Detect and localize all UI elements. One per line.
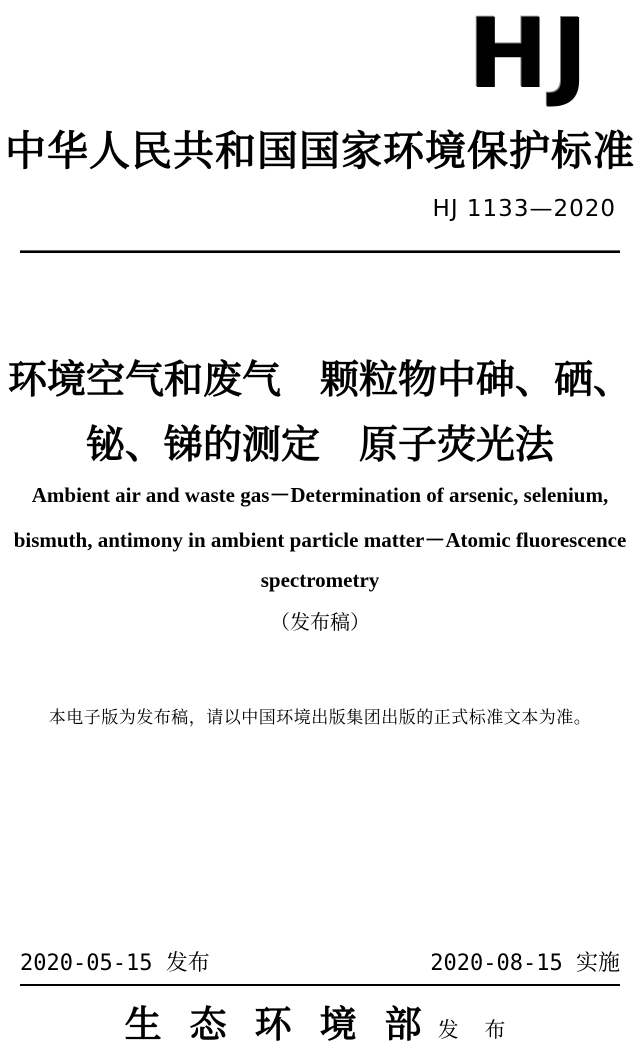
cn-title-line2: 铋、锑的测定 原子荧光法 bbox=[85, 424, 554, 467]
national-standard-header: 中华人民共和国国家环境保护标准 bbox=[5, 128, 635, 174]
en-title-line2: bismuth, antimony in ambient particle matter－Atomic fluorescence bbox=[13, 528, 627, 552]
cn-title-line1: 环境空气和废气 颗粒物中砷、硒、 bbox=[7, 359, 632, 402]
standard-number: HJ 1133—2020 bbox=[432, 196, 616, 222]
hj-logo: HJ bbox=[467, 0, 592, 110]
issue-date: 2020-05-15 发布 bbox=[20, 951, 210, 976]
draft-status-label: （发布稿） bbox=[270, 612, 370, 634]
header-divider bbox=[20, 250, 620, 253]
date-row bbox=[20, 946, 620, 986]
electronic-version-notice: 本电子版为发布稿，请以中国环境出版集团出版的正式标准文本为准。 bbox=[48, 708, 592, 727]
publisher-name: 生态环境部 bbox=[124, 1005, 450, 1046]
en-title-line1: Ambient air and waste gas－Determination of arsenic, selenium, bbox=[31, 483, 609, 507]
publish-label: 发 布 bbox=[437, 1019, 516, 1042]
publisher-row bbox=[0, 994, 640, 1048]
implementation-date: 2020-08-15 实施 bbox=[430, 951, 620, 976]
en-title-line3: spectrometry bbox=[260, 568, 380, 592]
